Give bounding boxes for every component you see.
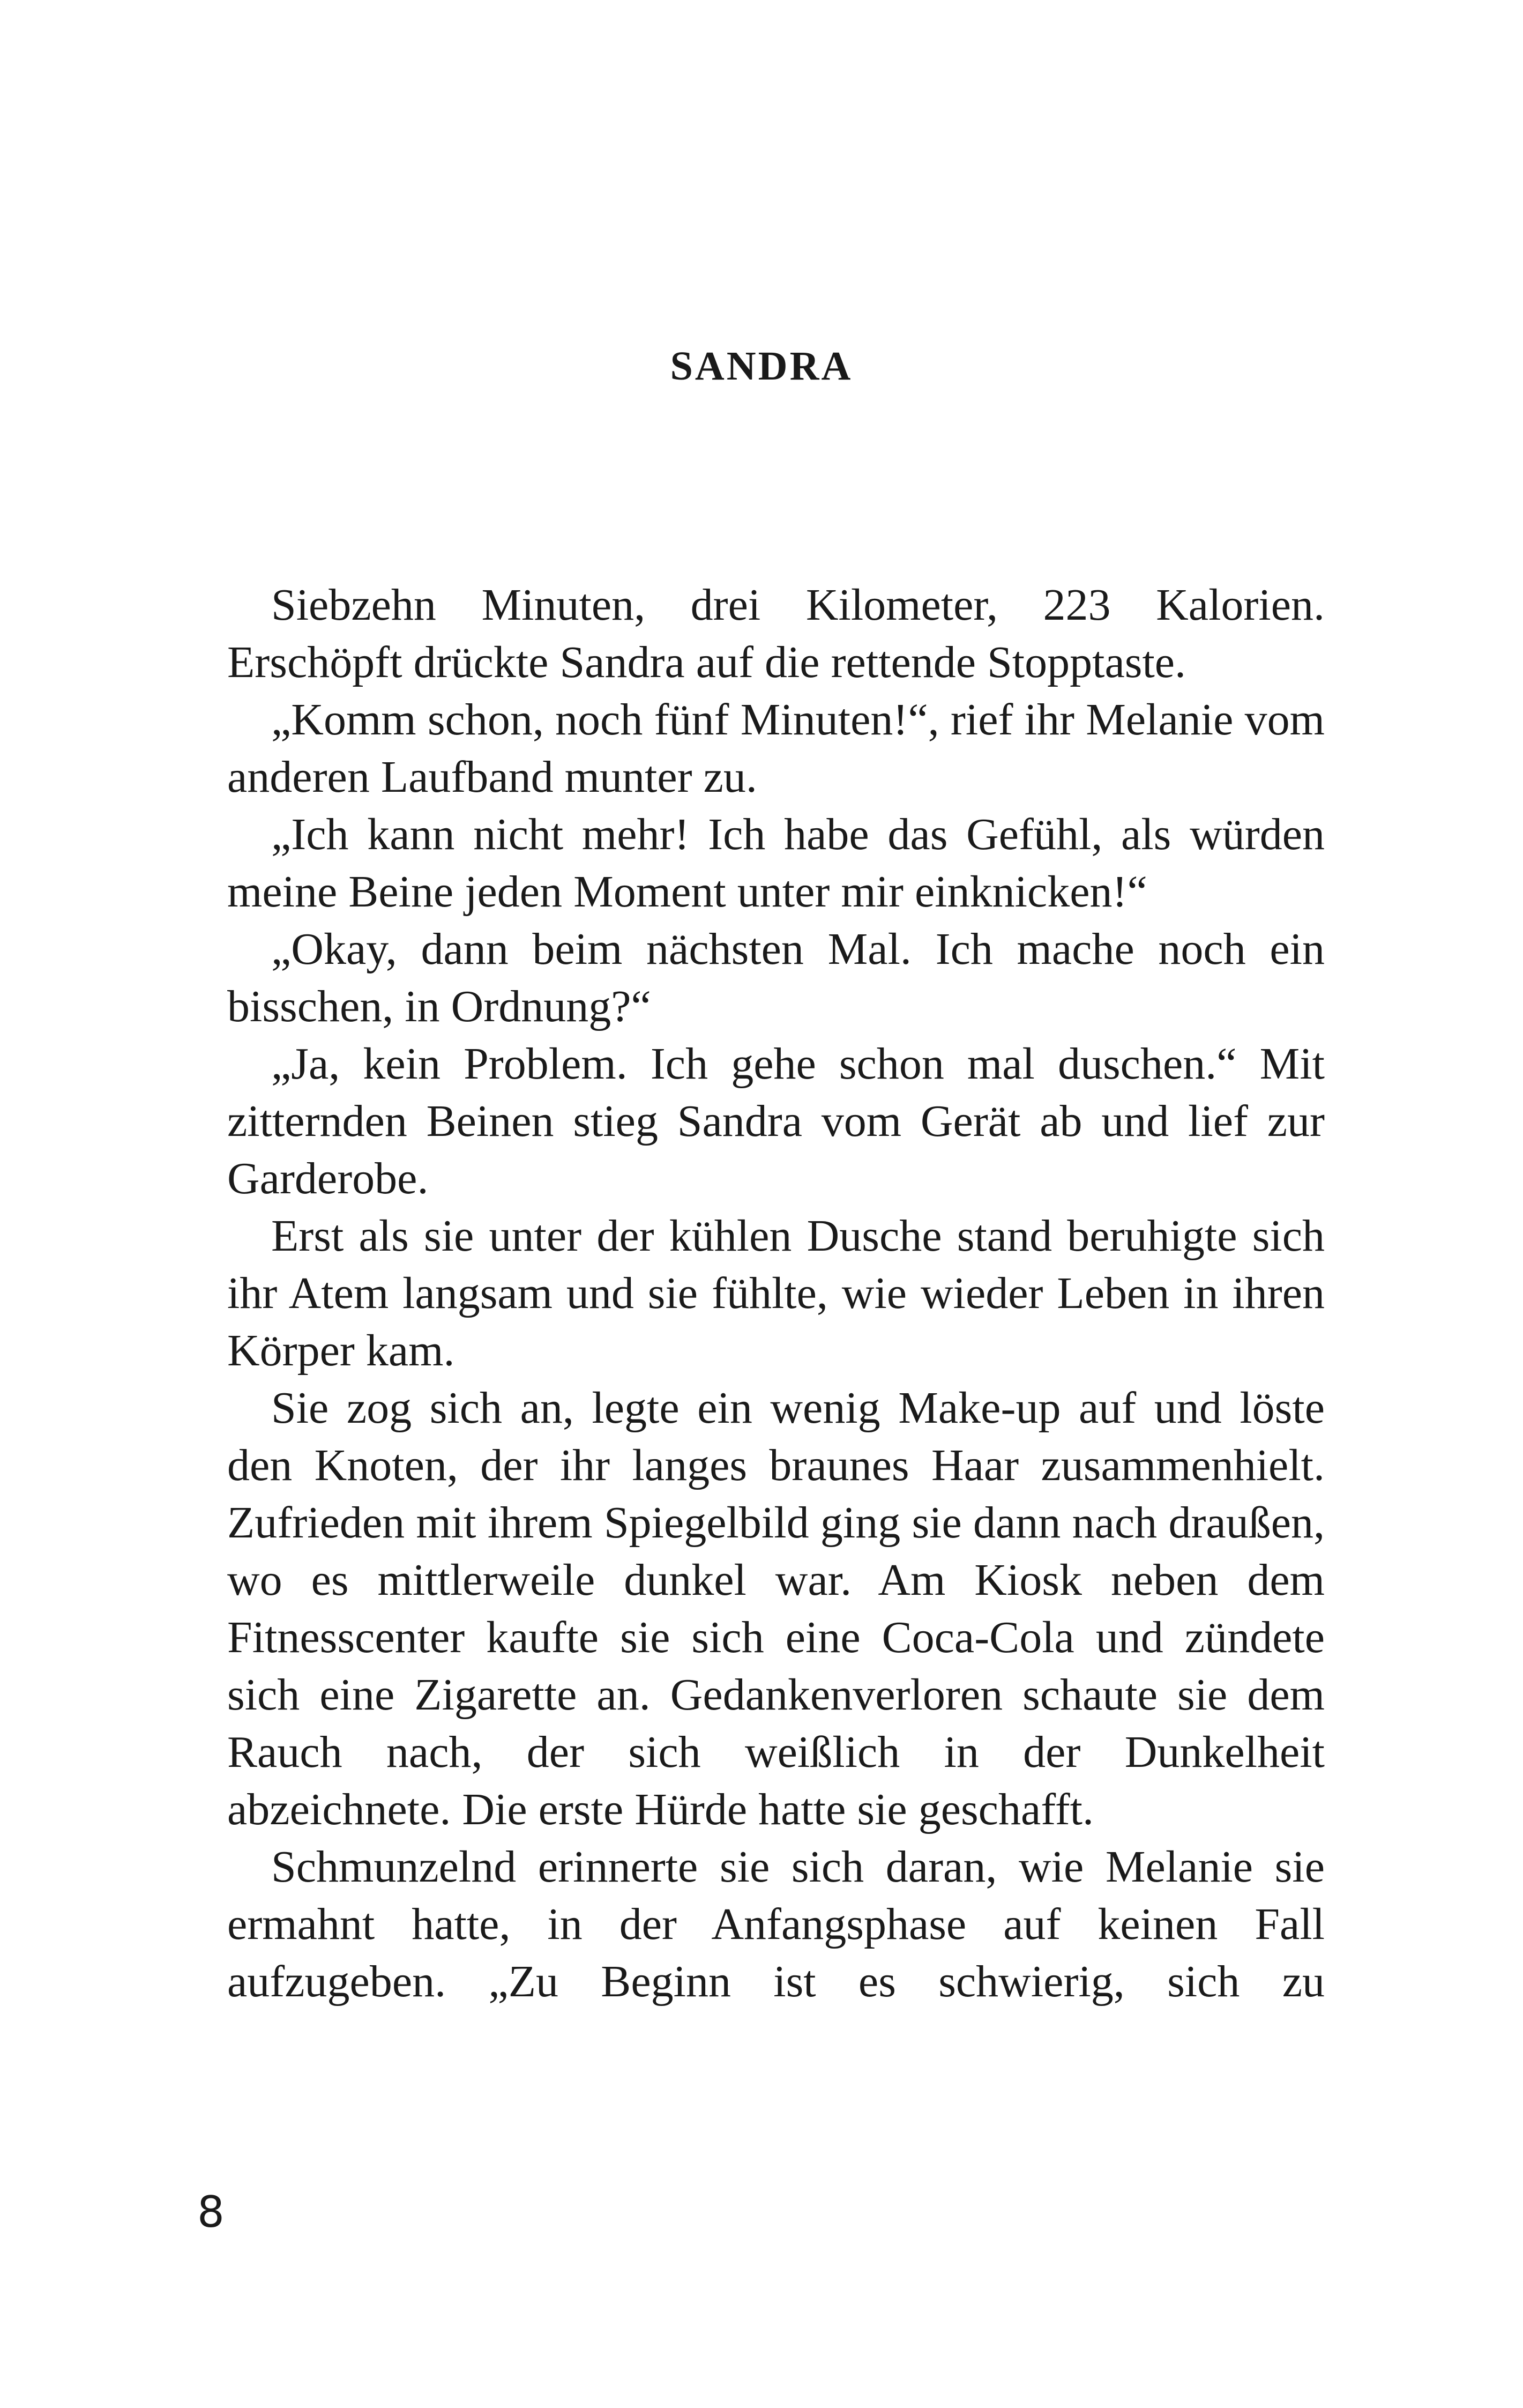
body-text [227,576,1325,2010]
paragraph: „Ja, kein Problem. Ich gehe schon mal duschen.“ Mit zitternden Beinen stieg Sandra vom Gerät ab und lief zur Garderobe. [227,1039,1325,1203]
paragraph: „Komm schon, noch fünf Minuten!“, rief ihr Melanie vom anderen Laufband munter zu. [227,695,1325,802]
chapter-title: SANDRA [670,344,853,389]
page-number: 8 [197,2187,225,2237]
paragraph: Sie zog sich an, legte ein wenig Make-up auf und löste den Knoten, der ihr langes braunes Haar zusammenhielt. Zufrieden mit ihrem Spiegelbild ging sie dann nach draußen, wo es mittlerweile dunkel war. Am Kiosk neben dem Fitnesscenter kaufte sie sich eine Coca-Cola und zündete sich eine Zigarette an. Gedankenverloren schaute sie dem Rauch nach, der sich weißlich in der Dunkelheit abzeichnete. Die erste Hürde hatte sie geschafft. [227,1383,1325,1834]
paragraph: Siebzehn Minuten, drei Kilometer, 223 Kalorien. Erschöpft drückte Sandra auf die rettende Stopptaste. [227,580,1325,687]
paragraph: Erst als sie unter der kühlen Dusche stand beruhigte sich ihr Atem langsam und sie fühlte, wie wieder Leben in ihren Körper kam. [227,1211,1325,1376]
paragraph: Schmunzelnd erinnerte sie sich daran, wie Melanie sie ermahnt hatte, in der Anfangsphase auf keinen Fall aufzugeben. „Zu Beginn ist es schwierig, sich zu [227,1842,1325,2006]
paragraph: „Ich kann nicht mehr! Ich habe das Gefühl, als würden meine Beine jeden Moment unter mir einknicken!“ [227,809,1325,917]
paragraph: „Okay, dann beim nächsten Mal. Ich mache noch ein bisschen, in Ordnung?“ [227,924,1325,1031]
